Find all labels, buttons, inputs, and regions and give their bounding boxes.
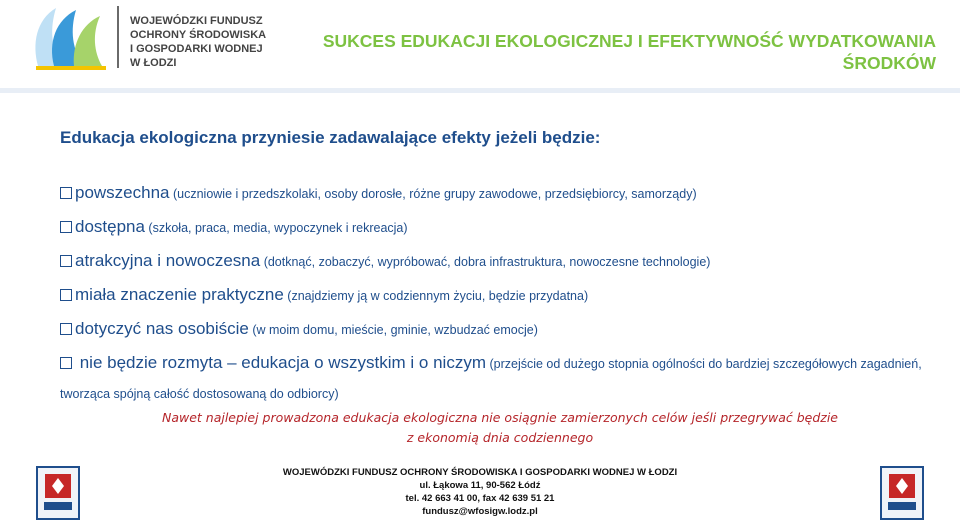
list-item	[60, 318, 940, 341]
bullet-description: (szkoła, praca, media, wypoczynek i rekreacja)	[144, 221, 408, 235]
logo-divider	[117, 6, 119, 68]
checkbox-bullet-icon	[60, 187, 72, 199]
bullet-term: miała znaczenie praktyczne	[75, 285, 284, 304]
footer-contact	[0, 466, 960, 518]
bullet-description-continued: tworząca spójną całość dostosowaną do odbiorcy)	[60, 387, 339, 401]
bullet-term: nie będzie rozmyta – edukacja o wszystkim i o niczym	[75, 353, 486, 372]
list-item	[60, 250, 940, 273]
closing-quote	[60, 408, 940, 448]
bullet-description: (w moim domu, mieście, gminie, wzbudzać emocje)	[248, 323, 538, 337]
header-band	[0, 88, 960, 93]
bullet-description: (uczniowie i przedszkolaki, osoby dorosłe, różne grupy zawodowe, przedsiębiorcy, samorządy)	[169, 187, 697, 201]
checkbox-bullet-icon	[60, 221, 72, 233]
main-content	[60, 128, 940, 416]
logo-line: I GOSPODARKI WODNEJ	[130, 43, 263, 55]
bullet-description: (znajdziemy ją w codziennym życiu, będzie przydatna)	[283, 289, 589, 303]
content-heading: Edukacja ekologiczna przyniesie zadawalające efekty jeżeli będzie:	[60, 128, 601, 147]
quote-line: z ekonomią dnia codziennego	[406, 430, 594, 445]
header	[0, 0, 960, 93]
page-title	[316, 30, 936, 74]
bullet-term: dotyczyć nas osobiście	[75, 319, 249, 338]
bullet-term: powszechna	[75, 183, 170, 202]
bullet-description: (dotknąć, zobaczyć, wypróbować, dobra infrastruktura, nowoczesne technologie)	[260, 255, 711, 269]
bullet-term: dostępna	[75, 217, 145, 236]
logo-line: W ŁODZI	[130, 57, 177, 69]
page-title-line: ŚRODKÓW	[842, 53, 936, 73]
fund-logo-icon	[30, 4, 110, 78]
bullet-list	[60, 182, 940, 405]
footer-line: tel. 42 663 41 00, fax 42 639 51 21	[405, 493, 555, 504]
logo-line: WOJEWÓDZKI FUNDUSZ	[130, 15, 263, 27]
list-item	[60, 284, 940, 307]
checkbox-bullet-icon	[60, 255, 72, 267]
bullet-term: atrakcyjna i nowoczesna	[75, 251, 261, 270]
logo-text	[130, 14, 266, 70]
list-item	[60, 182, 940, 205]
checkbox-bullet-icon	[60, 289, 72, 301]
footer-line: ul. Łąkowa 11, 90-562 Łódź	[419, 480, 541, 491]
checkbox-bullet-icon	[60, 357, 72, 369]
page-title-line: SUKCES EDUKACJI EKOLOGICZNEJ I EFEKTYWNOŚĆ WYDATKOWANIA	[322, 31, 936, 51]
footer-line: WOJEWÓDZKI FUNDUSZ OCHRONY ŚRODOWISKA I GOSPODARKI WODNEJ W ŁODZI	[282, 467, 678, 478]
logo-line: OCHRONY ŚRODOWISKA	[130, 29, 267, 41]
footer-line: fundusz@wfosigw.lodz.pl	[422, 506, 538, 517]
certification-emblem-icon	[880, 466, 924, 520]
bullet-description: (przejście od dużego stopnia ogólności do bardziej szczegółowych zagadnień,	[486, 357, 922, 371]
quote-line: Nawet najlepiej prowadzona edukacja ekologiczna nie osiągnie zamierzonych celów jeśli przegrywać będzie	[161, 410, 838, 425]
footer	[0, 462, 960, 527]
list-item	[60, 216, 940, 239]
checkbox-bullet-icon	[60, 323, 72, 335]
list-item	[60, 352, 940, 405]
